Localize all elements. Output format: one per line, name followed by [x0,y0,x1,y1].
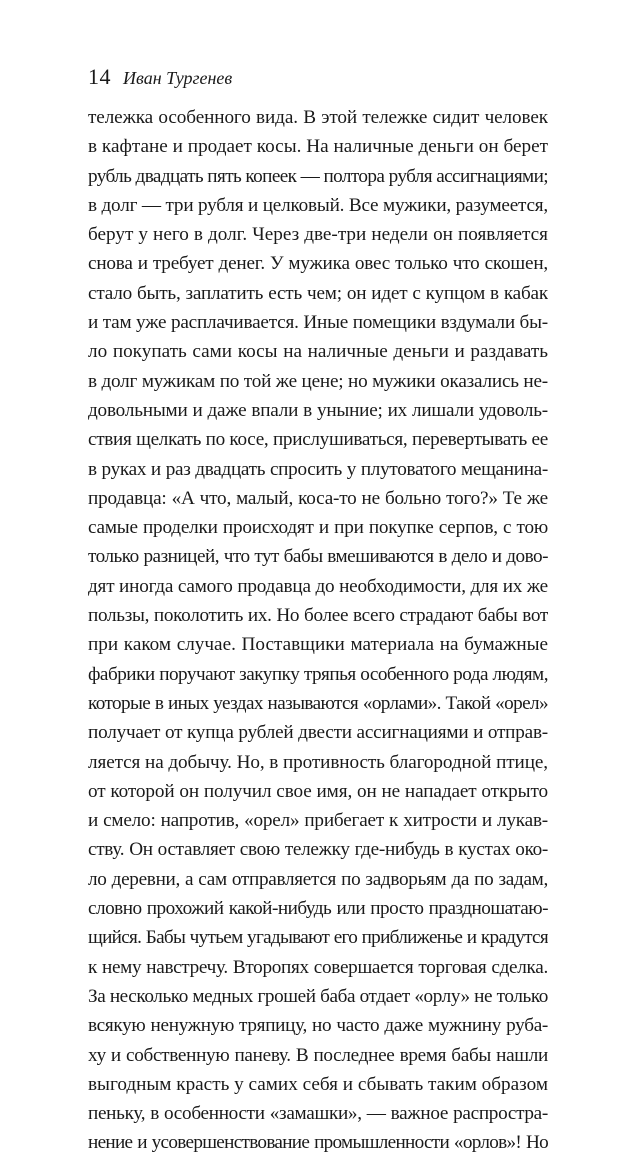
text-line: фабрики поручают закупку тряпья особенного рода людям, [88,663,548,685]
text-line: продавца: «А что, малый, коса-то не больно того?» Те же [88,487,548,509]
text-line: которые в иных уездах называются «орлами». Такой «орел» [88,692,548,714]
text-line: рубль двадцать пять копеек — полтора рубля ассигнациями; [88,165,548,187]
text-line: и смело: напротив, «орел» прибегает к хитрости и лукав- [88,810,548,832]
text-line: при каком случае. Поставщики материала на бумажные [88,634,548,656]
text-line: ляется на добычу. Но, в противность благородной птице, [88,751,548,773]
author-name: Иван Тургенев [123,68,233,88]
text-line: только разницей, что тут бабы вмешиваются в дело и дово- [88,546,548,568]
text-line: тележка особенного вида. В этой тележке сидит человек [88,107,548,128]
body-text [88,103,548,1158]
page-number: 14 [88,64,111,89]
text-line: щийся. Бабы чутьем угадывают его приближенье и крадутся [88,927,548,949]
text-line: дят иногда самого продавца до необходимости, для их же [88,575,548,597]
text-line: ло покупать сами косы на наличные деньги и раздавать [88,341,548,363]
text-line: стало быть, заплатить есть чем; он идет с купцом в кабак [88,282,548,304]
text-line: За несколько медных грошей баба отдает «орлу» не только [88,985,548,1007]
text-line: ству. Он оставляет свою тележку где-нибудь в кустах око- [88,839,548,861]
text-line: нение и усовершенствование промышленности «орлов»! Но [88,1132,548,1154]
text-line: и там уже расплачивается. Иные помещики вздумали бы- [88,312,548,334]
text-line: пеньку, в особенности «замашки», — важное распростра- [88,1103,548,1125]
text-line: получает от купца рублей двести ассигнациями и отправ- [88,722,548,744]
text-line: от которой он получил свое имя, он не нападает открыто [88,780,548,802]
text-line: снова и требует денег. У мужика овес только что скошен, [88,253,548,275]
text-line: к нему навстречу. Второпях совершается торговая сделка. [88,956,548,978]
text-line: всякую ненужную тряпицу, но часто даже мужнину руба- [88,1015,548,1037]
running-head [88,64,232,94]
text-line: пользы, поколотить их. Но более всего страдают бабы вот [88,605,548,627]
text-line: словно прохожий какой-нибудь или просто праздношатаю- [88,898,548,920]
text-line: в кафтане и продает косы. На наличные деньги он берет [88,136,548,158]
text-line: ху и собственную паневу. В последнее время бабы нашли [88,1044,548,1066]
text-line: довольными и даже впали в уныние; их лишали удоволь- [88,399,548,421]
text-line: ствия щелкать по косе, прислушиваться, перевертывать ее [88,429,548,451]
text-line: выгодным красть у самих себя и сбывать таким образом [88,1073,548,1095]
text-line: самые проделки происходят и при покупке серпов, с тою [88,517,548,539]
text-line: берут у него в долг. Через две-три недели он появляется [88,224,548,246]
text-line: в долг — три рубля и целковый. Все мужики, разумеется, [88,194,548,216]
text-line: в руках и раз двадцать спросить у плутоватого мещанина- [88,458,548,480]
text-line: в долг мужикам по той же цене; но мужики оказались не- [88,370,548,392]
text-line: ло деревни, а сам отправляется по задворьям да по задам, [88,868,548,890]
